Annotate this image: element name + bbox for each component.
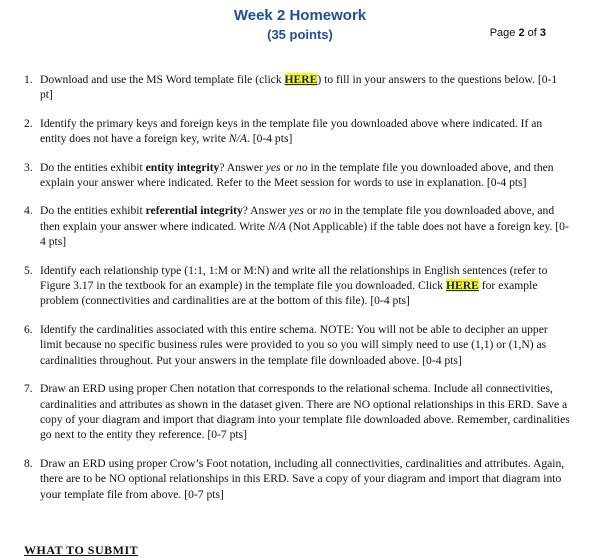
list-item-1 xyxy=(24,72,570,103)
page-prefix: Page xyxy=(489,27,519,39)
item-text: Draw an ERD using proper Chen notation that corresponds to the relational schema. Include all connectivities, cardinalities and attributes as shown in the dataset given. There are NO optional relationships in this ERD. Save a copy of your diagram and import that diagram into your template file downloaded above. Remember, cardinalities go next to the entity they reference. [0-7 pts] xyxy=(40,382,570,442)
item-number: 2. xyxy=(24,116,33,130)
item-text: for example problem (connectivities and cardinalities are at the bottom of this file). [0-4 pts] xyxy=(40,279,538,308)
term-referential-integrity: referential integrity xyxy=(145,204,243,218)
item-text: ? Answer xyxy=(242,204,290,218)
page-current: 2 xyxy=(518,27,525,39)
list-item-2 xyxy=(24,116,570,147)
item-text: Do the entities exhibit xyxy=(40,160,146,174)
no-text: no xyxy=(319,204,331,218)
item-number: 6. xyxy=(24,322,33,336)
item-text: ) to fill in your answers to the questions below. [0-1 pt] xyxy=(40,73,558,102)
item-text: Identify the primary keys and foreign keys in the template file you downloaded above where indicated. If an entity does not have a foreign key, write xyxy=(40,116,543,146)
page-number xyxy=(490,27,546,39)
item-text: Identify each relationship type (1:1, 1:M or M:N) and write all the relationships in English sentences (refer to Figure 3.17 in the textbook for an example) in the template file you downloaded. Click xyxy=(40,263,548,293)
page-title: Week 2 Homework xyxy=(233,7,367,24)
item-number: 8. xyxy=(24,456,33,470)
item-text: Do the entities exhibit xyxy=(40,204,146,218)
what-to-submit-heading: WHAT TO SUBMIT xyxy=(24,543,139,557)
term-entity-integrity: entity integrity xyxy=(145,160,220,174)
na-text: N/A xyxy=(228,132,247,146)
list-item-6 xyxy=(24,322,570,368)
page-total: 3 xyxy=(539,27,546,39)
item-text: or xyxy=(280,160,297,174)
na-text: N/A xyxy=(267,219,286,233)
item-number: 3. xyxy=(24,160,33,174)
list-item-7 xyxy=(24,381,570,443)
list-item-5 xyxy=(24,263,570,309)
item-text: (Not Applicable) if the table does not have a foreign key. [0-4 pts] xyxy=(40,219,569,249)
item-text: . [0-4 pts] xyxy=(246,132,293,146)
item-text: ? Answer xyxy=(219,160,266,174)
page-sep: of xyxy=(524,27,540,39)
item-number: 7. xyxy=(24,382,33,396)
item-text: Identify the cardinalities associated with this entire schema. NOTE: You will not be able to decipher an upper limit because no specific business rules were provided to you so you will simply need to use (1,1) or (1,N) as cardinalities throughout. Put your answers in the template file downloaded above. [0-4 pts] xyxy=(40,322,548,367)
points-subtitle: (35 points) xyxy=(267,27,333,42)
yes-text: yes xyxy=(265,160,281,174)
item-text: Download and use the MS Word template file (click xyxy=(40,73,285,86)
item-number: 5. xyxy=(24,263,33,277)
item-text: in the template file you downloaded above, and then explain your answer where indicated. Refer to the Meet session for words to use in explanation. [0-4 pts] xyxy=(40,160,554,190)
list-item-3 xyxy=(24,160,570,191)
item-text: in the template file you downloaded above, and then explain your answer where indicated. Write xyxy=(40,204,555,233)
homework-list xyxy=(24,72,570,515)
list-item-4 xyxy=(24,203,570,249)
list-item-8 xyxy=(24,456,570,502)
example-problem-link[interactable]: HERE xyxy=(446,279,479,293)
item-text: Draw an ERD using proper Crow’s Foot notation, including all connectivities, cardinalities and attributes. Again, there are to be NO optional relationships in this ERD. Save a copy of your diagram and import that diagram into your template file from above. [0-7 pts] xyxy=(40,456,565,501)
no-text: no xyxy=(296,160,308,174)
template-download-link[interactable]: HERE xyxy=(284,73,318,86)
item-text: or xyxy=(303,204,320,218)
item-number: 1. xyxy=(24,73,33,86)
page-header xyxy=(0,6,600,46)
item-number: 4. xyxy=(24,204,33,218)
yes-text: yes xyxy=(289,204,304,218)
